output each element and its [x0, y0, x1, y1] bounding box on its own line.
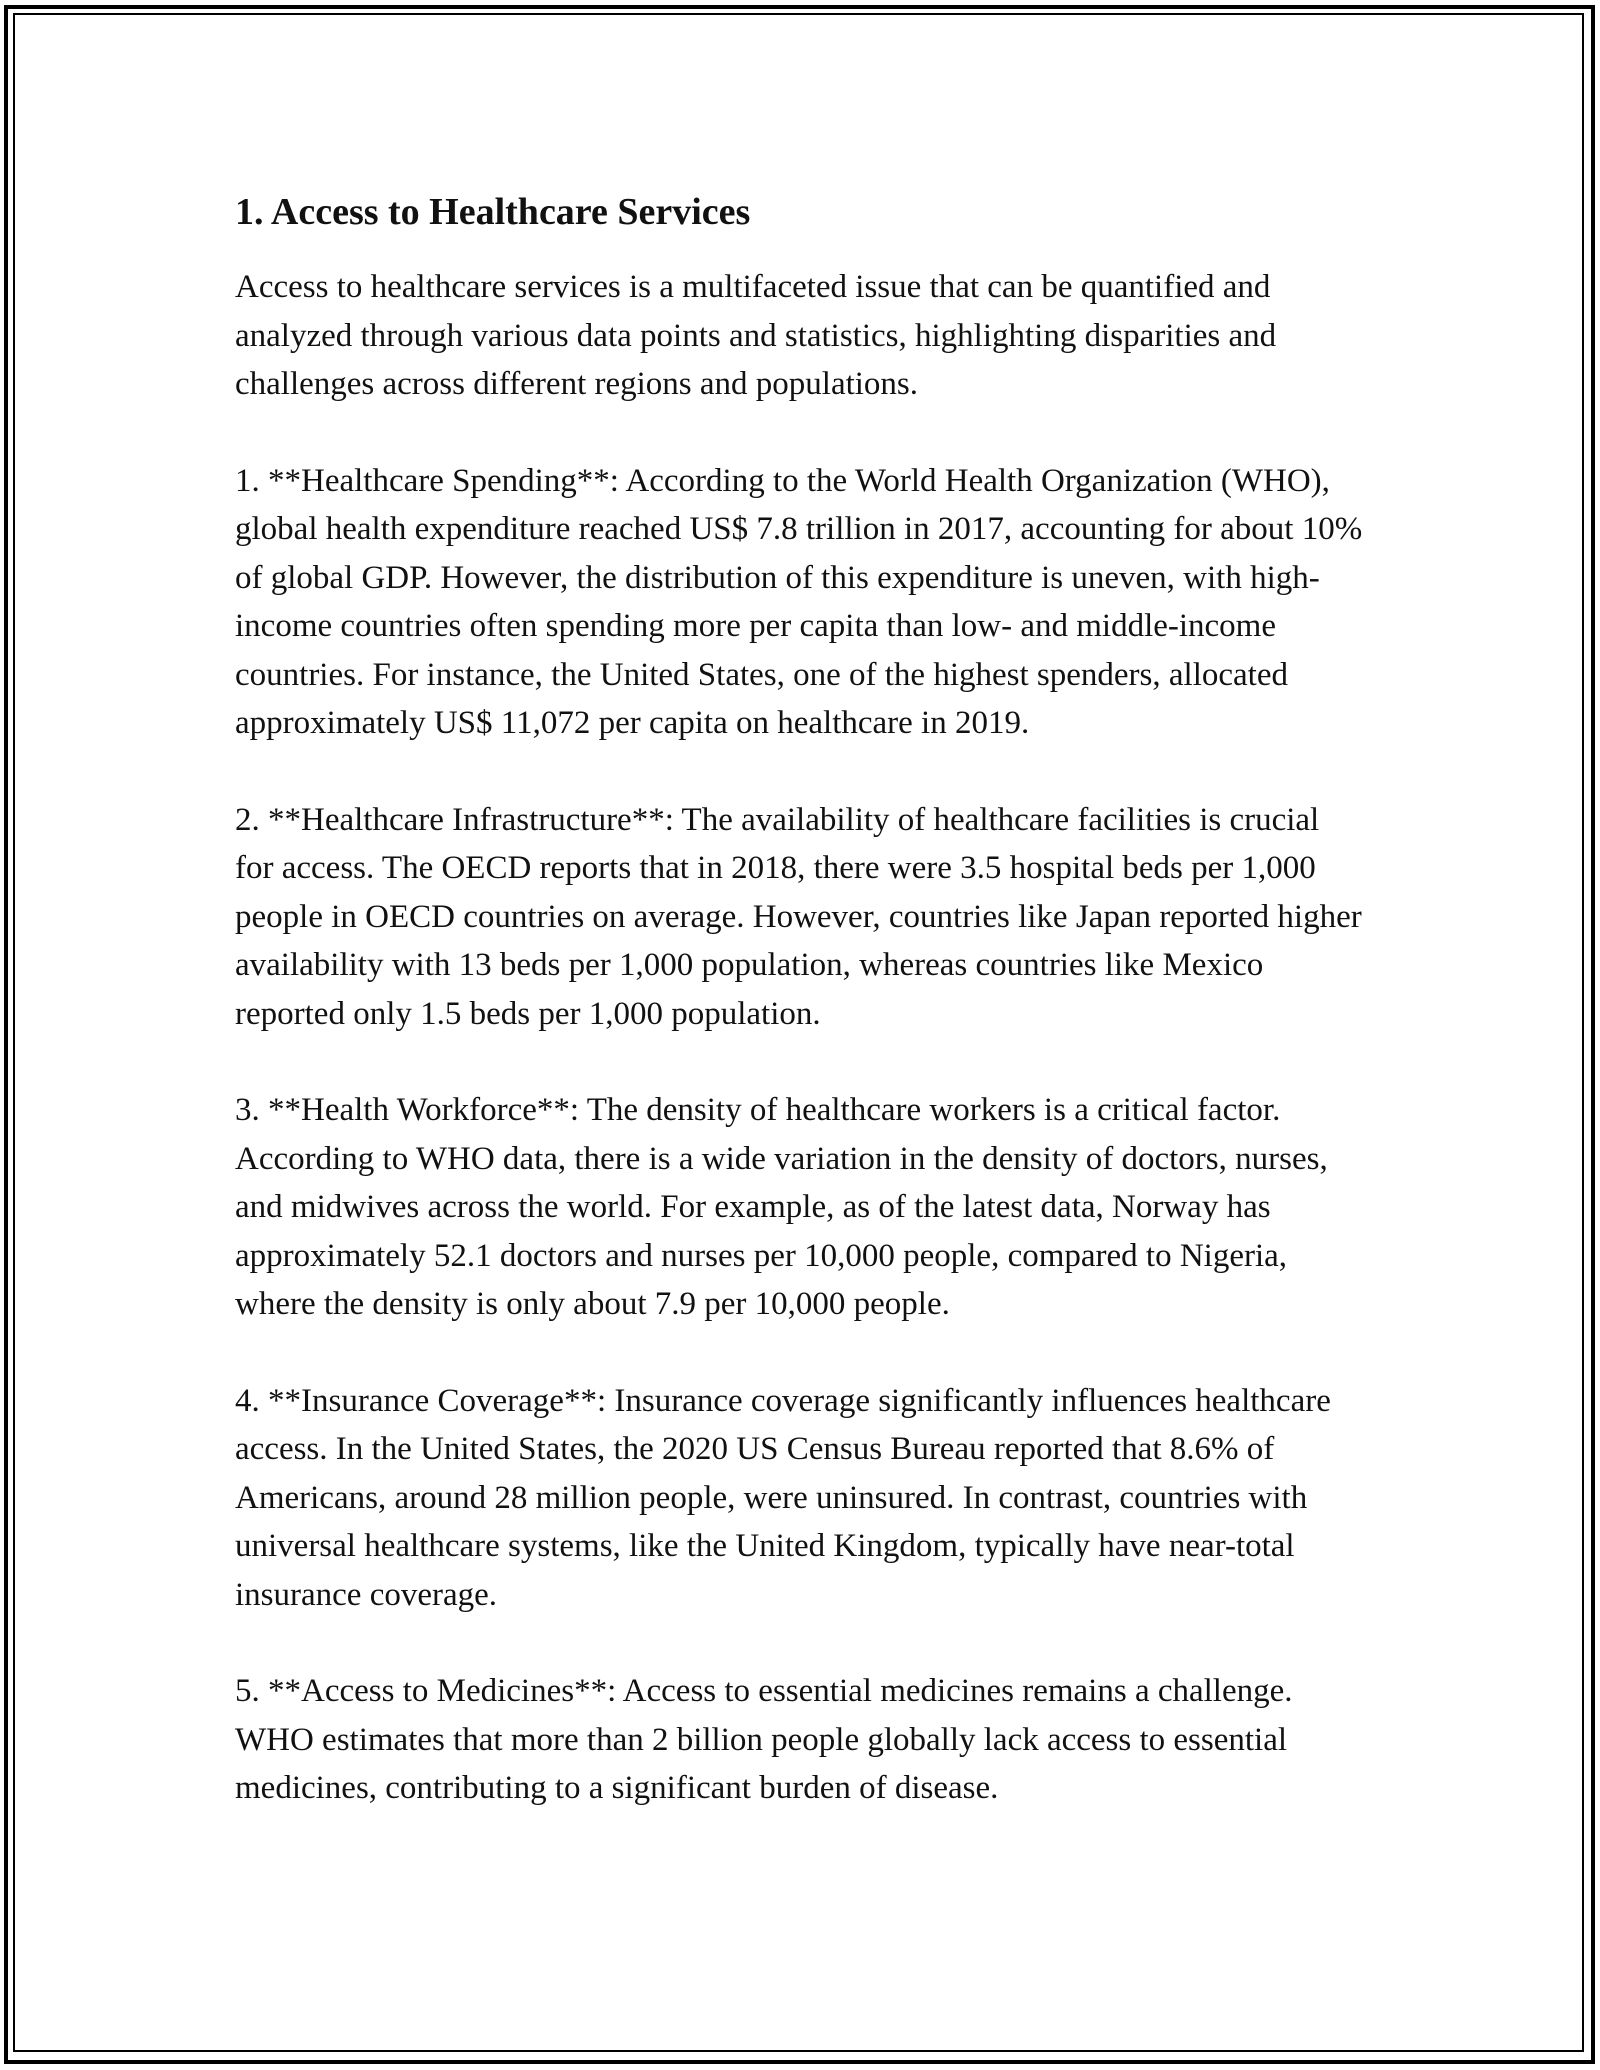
section-heading: 1. Access to Healthcare Services	[235, 191, 751, 233]
document-body	[235, 186, 1365, 1861]
intro-paragraph: Access to healthcare services is a multifaceted issue that can be quantified and analyzed through various data points and statistics, highlighting disparities and challenges across different regions and populations.	[235, 269, 1277, 402]
health-workforce-paragraph: 3. **Health Workforce**: The density of healthcare workers is a critical factor. According to WHO data, there is a wide variation in the density of doctors, nurses, and midwives across the world. For example, as of the latest data, Norway has approximately 52.1 doctors and nurses per 10,000 people, compared to Nigeria, where the density is only about 7.9 per 10,000 people.	[235, 1092, 1328, 1322]
healthcare-spending-paragraph: 1. **Healthcare Spending**: According to the World Health Organization (WHO), global health expenditure reached US$ 7.8 trillion in 2017, accounting for about 10% of global GDP. However, the distribution of this expenditure is uneven, with high-income countries often spending more per capita than low- and middle-income countries. For instance, the United States, one of the highest spenders, allocated approximately US$ 11,072 per capita on healthcare in 2019.	[235, 462, 1363, 741]
healthcare-infrastructure-paragraph: 2. **Healthcare Infrastructure**: The availability of healthcare facilities is crucial for access. The OECD reports that in 2018, there were 3.5 hospital beds per 1,000 people in OECD countries on average. However, countries like Japan reported higher availability with 13 beds per 1,000 population, whereas countries like Mexico reported only 1.5 beds per 1,000 population.	[235, 801, 1362, 1032]
access-to-medicines-paragraph: 5. **Access to Medicines**: Access to essential medicines remains a challenge. WHO estimates that more than 2 billion people globally lack access to essential medicines, contributing to a significant burden of disease.	[235, 1673, 1293, 1806]
insurance-coverage-paragraph: 4. **Insurance Coverage**: Insurance coverage significantly influences healthcare access. In the United States, the 2020 US Census Bureau reported that 8.6% of Americans, around 28 million people, were uninsured. In contrast, countries with universal healthcare systems, like the United Kingdom, typically have near-total insurance coverage.	[235, 1382, 1331, 1613]
